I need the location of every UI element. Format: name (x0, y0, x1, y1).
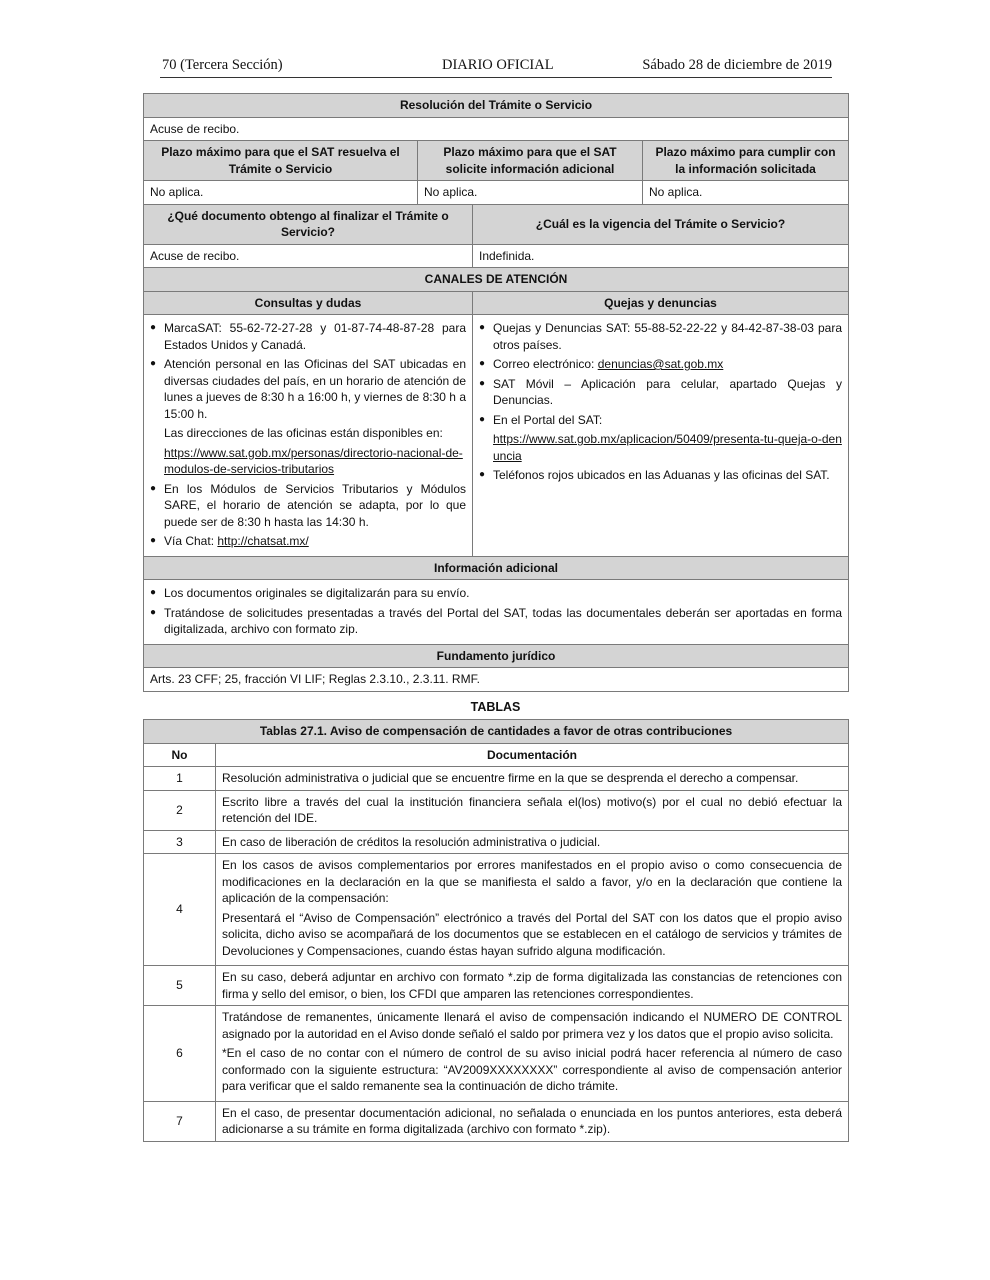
row-text: Resolución administrativa o judicial que se encuentre firme en la que se desprenda el derecho a compensar. (216, 767, 849, 791)
oficinas-note: Las direcciones de las oficinas están disponibles en: (164, 426, 443, 440)
plazo-value-resuelva: No aplica. (144, 181, 418, 205)
list-item (479, 356, 842, 373)
list-item: ● MarcaSAT: 55-62-72-27-28 y 01-87-74-48-87-28 para Estados Unidos y Canadá. (150, 320, 466, 353)
email-link[interactable]: denuncias@sat.gob.mx (597, 357, 724, 371)
consultas-cell (144, 315, 473, 557)
list-item: ● Atención personal en las Oficinas del SAT ubicadas en diversas ciudades del país, en un horario de atención de lunes a jueves de 8:30 h a 16:00 h, y viernes de 8:30 h a 15:00 h. (150, 356, 466, 422)
table-row (144, 854, 849, 966)
info-title: Información adicional (144, 556, 849, 580)
row-text: En caso de liberación de créditos la resolución administrativa o judicial. (216, 830, 849, 854)
row-text: Presentará el “Aviso de Compensación” electrónico a través del Portal del SAT con los datos que el propio aviso solicita, dicho aviso se acompañará de los documentos que se establecen en el catálogo de servicios y trámites de Devoluciones y Compensaciones, cuando éstas hayan sufrido alguna modificación. (222, 910, 842, 958)
table-row (144, 830, 849, 854)
plazo-header-cumplir: Plazo máximo para cumplir con la información solicitada (643, 141, 849, 181)
page-section: 70 (Tercera Sección) (162, 57, 283, 73)
list-item: ● En los Módulos de Servicios Tributarios y Módulos SARE, el horario de atención se adapta, por lo que puede ser de 8:30 h hasta las 14:30 h. (150, 481, 466, 531)
chat-link[interactable]: http://chatsat.mx/ (217, 534, 309, 548)
list-item: ● Tratándose de solicitudes presentadas a través del Portal del SAT, todas las documentales deberán ser aportadas en forma digitalizada, archivo con formato zip. (150, 605, 842, 638)
tablas-table (143, 719, 849, 1142)
list-item: ● Teléfonos rojos ubicados en las Aduanas y las oficinas del SAT. (479, 467, 842, 484)
publication-date: Sábado 28 de diciembre de 2019 (642, 57, 832, 73)
quejas-list (479, 320, 842, 428)
consultas-title: Consultas y dudas (144, 291, 473, 315)
fundamento-title: Fundamento jurídico (144, 644, 849, 668)
row-number: 7 (144, 1101, 216, 1141)
list-item: ● SAT Móvil – Aplicación para celular, apartado Quejas y Denuncias. (479, 376, 842, 409)
publication-name: DIARIO OFICIAL (442, 57, 554, 73)
vigencia-value: Indefinida. (473, 244, 849, 268)
plazo-header-solicite: Plazo máximo para que el SAT solicite información adicional (418, 141, 643, 181)
fundamento-value: Arts. 23 CFF; 25, fracción VI LIF; Reglas 2.3.10., 2.3.11. RMF. (144, 668, 849, 692)
table-row (144, 790, 849, 830)
list-item: ● Quejas y Denuncias SAT: 55-88-52-22-22 y 84-42-87-38-03 para otros países. (479, 320, 842, 353)
row-number: 6 (144, 1006, 216, 1102)
plazo-value-cumplir: No aplica. (643, 181, 849, 205)
col-header-no: No (144, 743, 216, 767)
chat-label: Vía Chat: (164, 534, 218, 548)
page-header (160, 57, 832, 78)
documento-value: Acuse de recibo. (144, 244, 473, 268)
row-text: En su caso, deberá adjuntar en archivo con formato *.zip de forma digitalizada las constancias de retenciones con firma y sello del emisor, o bien, los CFDI que amparen las retenciones correspondientes. (216, 966, 849, 1006)
list-item: ● Los documentos originales se digitalizarán para su envío. (150, 585, 842, 602)
row-number: 2 (144, 790, 216, 830)
row-number: 4 (144, 854, 216, 966)
table-row (144, 1006, 849, 1102)
table-row (144, 1101, 849, 1141)
plazo-value-solicite: No aplica. (418, 181, 643, 205)
row-number: 1 (144, 767, 216, 791)
row-text: Tratándose de remanentes, únicamente llenará el aviso de compensación indicando el NUMERO DE CONTROL asignado por la autoridad en el Aviso donde señaló el saldo por primera vez y los datos que el propio aviso solicita. (222, 1010, 842, 1041)
consultas-list (150, 320, 466, 422)
row-text: Escrito libre a través del cual la institución financiera señala el(los) motivo(s) por el cual no debió efectuar la retención del IDE. (216, 790, 849, 830)
list-item: ● En el Portal del SAT: (479, 412, 842, 429)
resolucion-title: Resolución del Trámite o Servicio (144, 94, 849, 118)
table-row (144, 966, 849, 1006)
tramite-table (143, 93, 849, 692)
tablas-title: Tablas 27.1. Aviso de compensación de cantidades a favor de otras contribuciones (144, 720, 849, 744)
info-cell (144, 580, 849, 645)
row-number: 5 (144, 966, 216, 1006)
row-number: 3 (144, 830, 216, 854)
directorio-link[interactable]: https://www.sat.gob.mx/personas/directorio-nacional-de-modulos-de-servicios-tributarios (164, 445, 463, 476)
table-row (144, 767, 849, 791)
list-item (150, 533, 466, 550)
row-text: *En el caso de no contar con el número de control de su aviso inicial podrá hacer referencia al número de caso conformado con la siguiente estructura: “AV2009XXXXXXXX” correspondiente al aviso de compensación anterior para verificar que el saldo remanente sea la continuación de dicho trámite. (222, 1046, 842, 1093)
quejas-title: Quejas y denuncias (473, 291, 849, 315)
plazo-header-resuelva: Plazo máximo para que el SAT resuelva el Trámite o Servicio (144, 141, 418, 181)
col-header-doc: Documentación (216, 743, 849, 767)
documento-question: ¿Qué documento obtengo al finalizar el Trámite o Servicio? (144, 204, 473, 244)
quejas-cell (473, 315, 849, 557)
queja-link[interactable]: https://www.sat.gob.mx/aplicacion/50409/presenta-tu-queja-o-denuncia (493, 432, 842, 463)
resolucion-value: Acuse de recibo. (144, 117, 849, 141)
canales-title: CANALES DE ATENCIÓN (144, 268, 849, 292)
row-text: En el caso, de presentar documentación adicional, no señalada o enunciada en los puntos anteriores, esta deberá adicionarse a su trámite en forma digitalizada (archivo con formato *.zip). (216, 1101, 849, 1141)
tablas-heading: TABLAS (470, 700, 521, 714)
vigencia-question: ¿Cuál es la vigencia del Trámite o Servicio? (473, 204, 849, 244)
email-label: Correo electrónico: (493, 357, 598, 371)
row-text: En los casos de avisos complementarios por errores manifestados en el propio aviso o como consecuencia de modificaciones en la declaración en la que se manifiesta el saldo a favor, y/o en la declaración que contiene la aplicación de la compensación: (222, 858, 842, 905)
